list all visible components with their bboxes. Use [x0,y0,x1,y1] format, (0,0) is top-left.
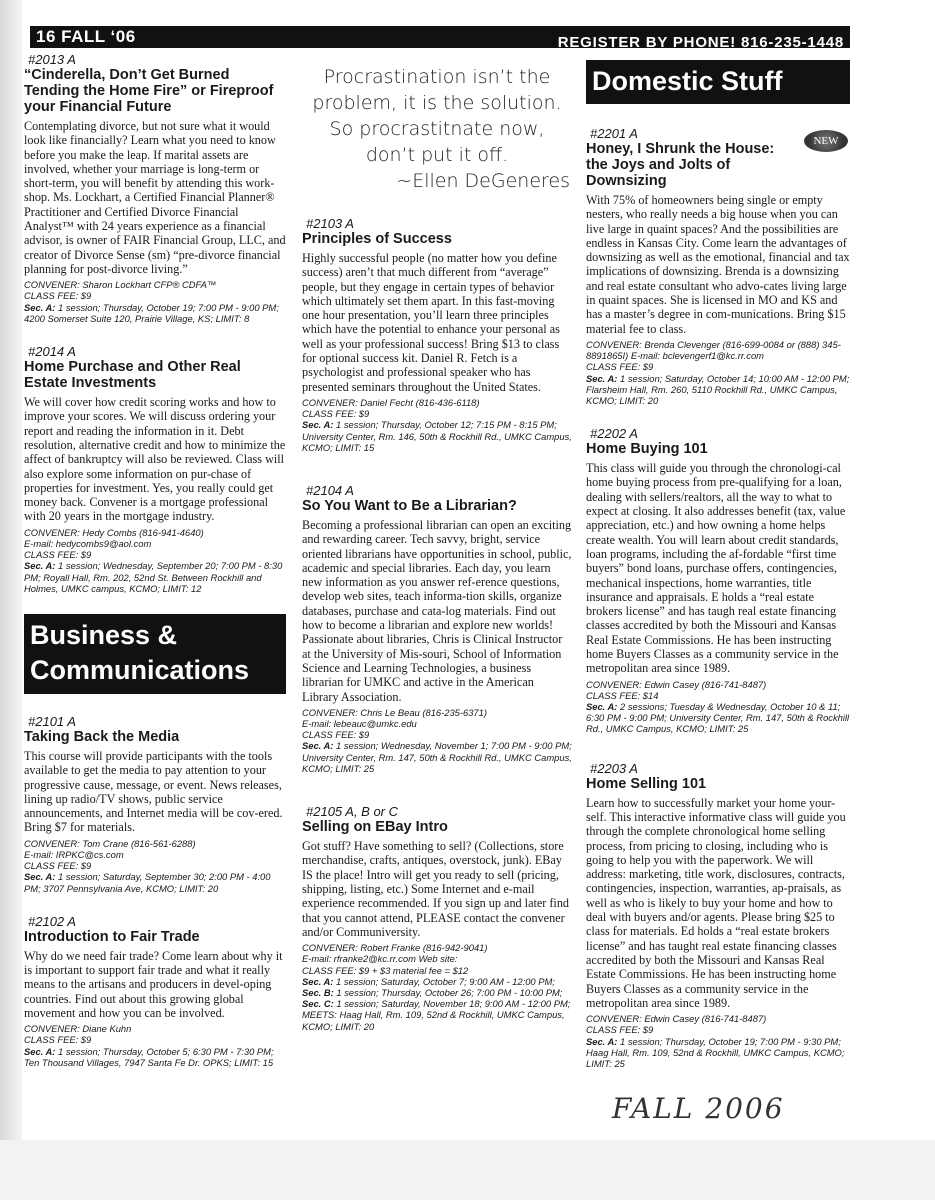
section-label: Sec. A: [302,975,334,987]
course-section [586,1036,850,1070]
course-section [24,871,286,893]
column-middle [302,64,572,1052]
course-number: #2103 A [306,216,354,231]
section-details: 1 session; Thursday, October 5; 6:30 PM - 7:30 PM; Ten Thousand Villages, 7947 Santa Fe Dr. OPKS; LIMIT: 15 [24,1045,274,1068]
course-section-a [302,976,572,987]
course-2202 [586,426,850,734]
quote-line: problem, it is the solution. [312,92,562,114]
course-number: #2102 A [28,913,76,929]
section-label: Sec. C: [302,998,334,1010]
course-title: Home Buying 101 [586,441,708,458]
course-fee: CLASS FEE: $9 [586,1024,654,1036]
handwritten-note: FALL 2006 [612,1092,785,1125]
section-details: 1 session; Wednesday, September 20; 7:00 PM - 8:30 PM; Royall Hall, Rm. 202, 52nd St. Between Rockhill and Holmes, UMKC campus, KCMO; LIMIT: 12 [24,560,283,594]
course-email: E-mail: IRPKC@cs.com [24,848,124,860]
course-convener: CONVENER: Tom Crane (816-561-6288) [24,837,196,849]
course-description: Highly successful people (no matter how you define success) aren’t that much different from “average” people, but they engage in certain types of behavior which ultimately set them apart. In this fast-moving one hour presentation, you’ll learn three principles which have the potential to enhance your personal as well as your professional success! Bring $13 to class for optional success kit. Daniel R. Fetch is a psychologist and professional speaker who has presented seminars throughout the United States. [302,251,560,394]
course-2014 [24,344,286,594]
course-number: #2104 A [306,482,354,498]
course-title: “Cinderella, Don’t Get Burned Tending the Home Fire” or Fireproof your Financial Future [24,67,274,115]
course-fee: CLASS FEE: $9 [586,361,654,373]
course-email: E-mail: hedycombs9@aol.com [24,537,152,549]
scan-edge-shadow [0,0,22,1140]
course-convener: CONVENER: Edwin Casey (816-741-8487) [586,1013,767,1025]
course-title: Honey, I Shrunk the House: the Joys and Jolts of Downsizing [586,141,775,189]
course-fee: CLASS FEE: $9 + $3 material fee = $12 [302,964,469,976]
course-fee: CLASS FEE: $9 [302,729,370,741]
section-heading-domestic: Domestic Stuff [586,60,850,104]
course-number: #2014 A [28,344,76,360]
section-details: 1 session; Saturday, September 30; 2:00 PM - 4:00 PM; 3707 Pennsylvania Ave, KCMO; LIMIT: 20 [24,871,271,894]
course-meets: MEETS: Haag Hall, Rm. 109, 52nd & Rockhill, UMKC Campus, KCMO; LIMIT: 20 [302,1009,565,1032]
course-convener: CONVENER: Robert Franke (816-942-9041) [302,942,488,954]
course-section [24,560,286,594]
section-label: Sec. A: [24,560,56,572]
course-2203 [586,761,850,1069]
course-2105 [302,804,572,1032]
course-fee: CLASS FEE: $9 [24,860,92,872]
course-description: Becoming a professional librarian can open an exciting and rewarding career. Tech savvy, bright, service oriented librarians have opportunities in school, public, academic and special libraries. Each day, you learn new information as you answer ref-erence questions, develop web sites, teach informa-tion skills, organize databases, purchase and cata-log materials. Find out how to become a librarian and explore new worlds! Passionate about libraries, Chris is Clinical Instructor at the University of Mis-souri, School of Information Science and Learning Technologies, a business librarian for UMKC and active in the American Library Association. [302,517,572,704]
section-label: Sec. A: [302,419,334,431]
section-heading-business: Business & Communications [24,614,286,694]
quote-line: So procrastitnate now, [329,118,545,140]
section-details: 1 session; Thursday, October 19; 7:00 PM - 9:00 PM; 4200 Somerset Suite 120, Prairie Village, KS; LIMIT: 8 [24,301,279,324]
course-email: E-mail: lebeauc@umkc.edu [302,718,417,730]
register-phone-label: REGISTER BY PHONE! 816-235-1448 [557,34,844,51]
quote-block [302,64,572,194]
course-number: #2101 A [28,713,76,729]
course-section [586,701,850,735]
section-details: 1 session; Thursday, October 12; 7:15 PM - 8:15 PM; University Center, Rm. 146, 50th & Rockhill Rd., UMKC Campus, KCMO; LIMIT: 15 [302,419,572,453]
course-description: Got stuff? Have something to sell? (Collections, store merchandise, crafts, antiques, overstock, junk). EBay IS the place! Intro will get you ready to sell (pricing, shipping, listing, etc.) Some Internet and e-mail experience recommended. If you sign up and later find that you cannot attend, PLEASE contact the convener and/or Communiversity. [302,839,570,939]
course-title: Home Selling 101 [586,775,707,792]
course-title: Principles of Success [302,231,452,247]
section-label: Sec. A: [24,871,56,883]
quote-line: don’t put it off. [365,144,509,166]
course-number: #2201 A [590,126,638,141]
section-label: Sec. A: [586,1035,618,1047]
course-description: This class will guide you through the chronologi-cal home buying process from pre-qualifying for a loan, dealing with sellers/realtors, all the way to what to expect at closing. It also addresses benefit (tax, value appreciation, etc.) and how owning a home helps create wealth. You will learn about credit standards, loan programs, including the af-fordable “first time buyers” bond loans, purchase offers, contingencies, mechanical inspections, home warranties, title insurance and appraisals. E holds a “real estate brokers license” and has taugh real estate financing classes accredited by both the Missouri and Kansas Real Estate Commissions. He has been instructing home Buyers Classes as a community service in the metropolitan area since 1989. [586,461,846,676]
course-section-b [302,987,572,998]
course-description: With 75% of homeowners being single or empty nesters, who really needs a big house when you can live large in quaint spaces? And the possibilities are endless in Kansas City. Come learn the advantages of downsizing as well as the emotional, financial and tax implications of downsizing. Brenda is a downsizing and real estate consultant who advo-cates living large in quaint spaces. She is licensed in MO and KS and has a master’s degree in com-munications. Bring $15 material fee to class. [586,193,850,336]
section-label: Sec. A: [24,301,56,313]
section-details: 1 session; Saturday, October 14; 10:00 AM - 12:00 PM; Flarsheim Hall, Rm. 260, 5110 Rockhill Rd., UMKC Campus, KCMO; LIMIT: 20 [586,372,850,406]
course-title: Introduction to Fair Trade [24,928,200,945]
section-details: 1 session; Wednesday, November 1; 7:00 PM - 9:00 PM; University Center, Rm. 147, 50th & Rockhill Rd., UMKC Campus, KCMO; LIMIT: 25 [302,740,572,774]
section-details: 1 session; Thursday, October 26; 7:00 PM - 10:00 PM; [336,986,563,998]
course-description: Contemplating divorce, but not sure what it would look like financially? Learn what you need to know before you make the leap. If marital assets are involved, whether your marriage is long-term or short-term, you will benefit by attending this work-shop. Ms. Lockhart, a Certified Financial Planner® Practitioner and Certified Divorce Financial Analyst™ with 24 years experience as a financial advisor, is owner of FAIR Financial Group, LLC, and creator of Divorce Sense (sm) “pre-divorce financial planning for post-divorce living.” [24,119,286,276]
section-details: 1 session; Thursday, October 19; 7:00 PM - 9:30 PM; Haag Hall, Rm. 109, 52nd & Rockhill, UMKC Campus, KCMO; LIMIT: 25 [586,1035,845,1069]
course-convener: CONVENER: Diane Kuhn [24,1023,132,1035]
course-convener: CONVENER: Hedy Combs (816-941-4640) [24,526,204,538]
section-label: Sec. A: [586,701,618,713]
course-convener: CONVENER: Brenda Clevenger (816-699-0084 or (888) 345-8891865I) E-mail: bclevengerf1@kc.rr.com [586,338,841,362]
course-title: So You Want to Be a Librarian? [302,497,517,514]
course-section [302,740,572,774]
course-2103 [302,216,572,453]
course-number: #2013 A [28,52,76,67]
quote-author: ~Ellen DeGeneres [396,170,570,192]
section-details: 2 sessions; Tuesday & Wednesday, October 10 & 11; 6:30 PM - 9:00 PM; University Center, Rm. 147, 50th & Rockhill Rd., UMKC Campus, KCMO; LIMIT: 25 [586,701,850,735]
course-description: Learn how to successfully market your home your-self. This interactive informative class will guide you through the complete chronological home selling process, from pricing to closing, including who is going to help you with the paperwork. We will address: marketing, title work, disclosures, contracts, contingencies, inspection, warranties, ap-praisals, as well as who is likely to buy your home and how to deal with buyers and/or agents. Please bring $25 to class for materials. Ed holds a “real estate brokers license” and has taught real estate financing classes accredited by both the Missouri and Kansas Real Estate Commissions. He has been instructing home Buyers Classes as a community service in the metropolitan area since 1989. [586,795,846,1010]
new-badge: NEW [804,130,848,152]
section-details: 1 session; Saturday, November 18; 9:00 AM - 12:00 PM; [336,998,571,1010]
course-fee: CLASS FEE: $9 [24,290,92,302]
column-right [586,60,850,1089]
course-description: Why do we need fair trade? Come learn about why it is important to support fair trade and what it really means to the artisans and producers in devel-oping countries. Find out about this growing global movement and how you can be involved. [24,948,283,1020]
quote-line: Procrastination isn’t the [323,66,551,88]
course-title: Selling on EBay Intro [302,819,448,836]
section-label: Sec. B: [302,986,334,998]
column-left [24,52,286,1088]
course-2201 [586,126,850,406]
course-fee: CLASS FEE: $9 [302,408,370,420]
section-label: Sec. A: [586,372,618,384]
course-section [24,302,286,324]
course-convener: CONVENER: Daniel Fecht (816-436-6118) [302,396,480,408]
course-section [302,419,572,453]
section-label: Sec. A: [302,740,334,752]
course-title: Home Purchase and Other Real Estate Investments [24,359,241,392]
course-section-c [302,998,572,1009]
section-details: 1 session; Saturday, October 7; 9:00 AM - 12:00 PM; [336,975,555,987]
course-number: #2203 A [590,760,638,776]
course-2102 [24,914,286,1068]
course-convener: CONVENER: Edwin Casey (816-741-8487) [586,678,767,690]
course-fee: CLASS FEE: $9 [24,549,92,561]
course-email: E-mail: rfranke2@kc.rr.com Web site: [302,953,458,965]
course-number: #2105 A, B or C [306,804,399,820]
course-title: Taking Back the Media [24,728,180,745]
section-label: Sec. A: [24,1045,56,1057]
course-section [586,373,850,407]
course-fee: CLASS FEE: $14 [586,689,659,701]
course-section [24,1046,286,1068]
page-header-bar [30,26,850,51]
course-2013 [24,52,286,324]
course-number: #2202 A [590,426,638,442]
page-issue-label: 16 FALL ‘06 [36,27,136,46]
course-convener: CONVENER: Sharon Lockhart CFP® CDFA™ [24,279,217,291]
course-description: This course will provide participants with the tools available to get the media to pay attention to your progressive cause, message, or event. News releases, lining up radio/TV shows, public service announcements, and Internet media will be cov-ered. Bring $7 for materials. [24,748,283,835]
course-2101 [24,714,286,894]
course-fee: CLASS FEE: $9 [24,1034,92,1046]
scan-bottom-margin [0,1140,935,1200]
course-convener: CONVENER: Chris Le Beau (816-235-6371) [302,706,487,718]
course-description: We will cover how credit scoring works and how to improve your scores. We will discuss ordering your report and reading the information in it. Debt resolution, alternative credit and how to minimize the affect of bankruptcy will also be reviewed. Class will also explore some information on pur-chase of properties for investment. Yes, you really could get money back. Convener is a mortgage professional with 20 years in the mortgage industry. [24,395,286,524]
course-2104 [302,483,572,774]
